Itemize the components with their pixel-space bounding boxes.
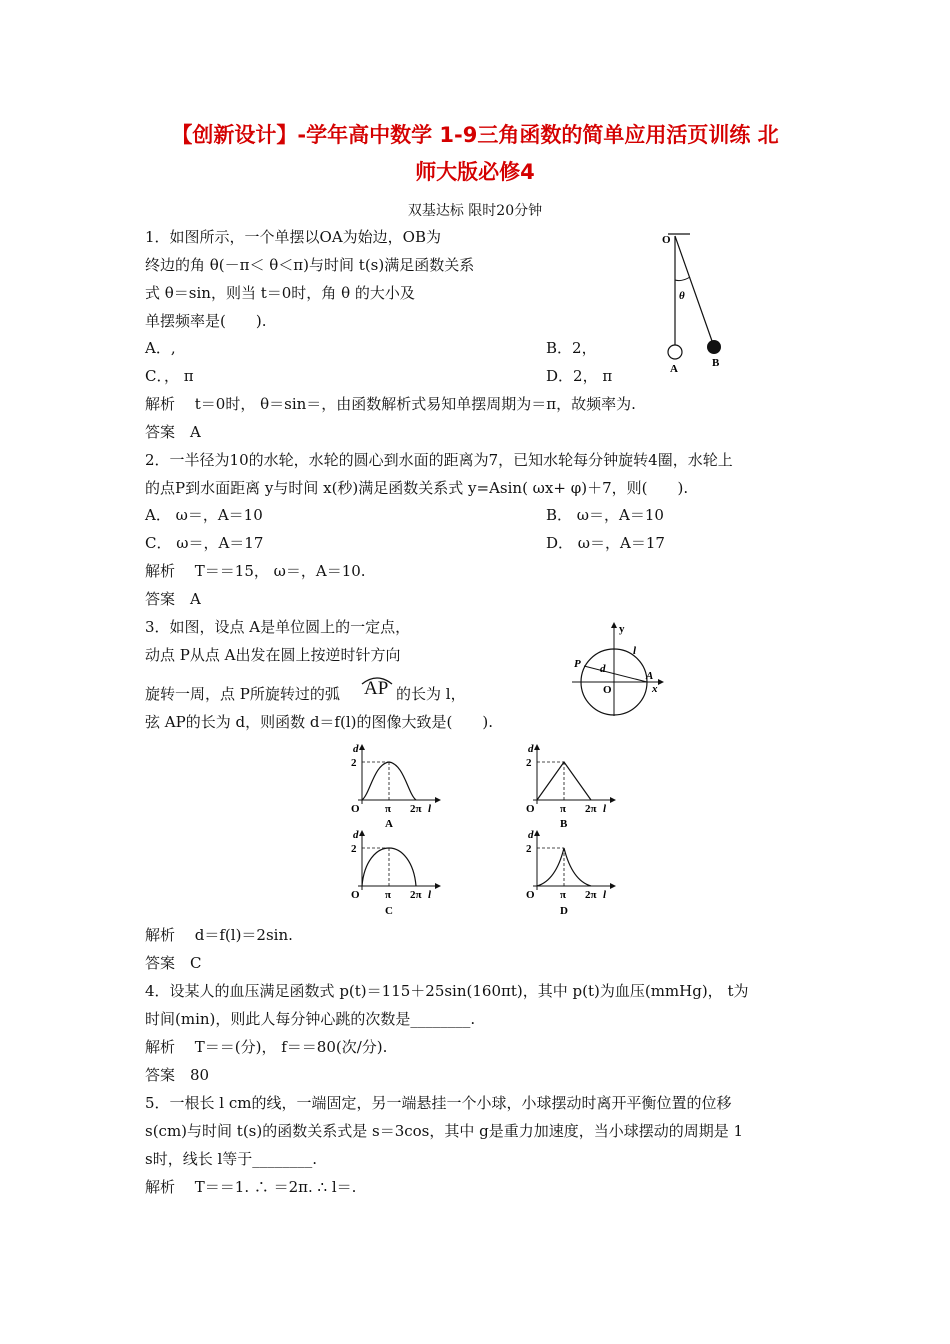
graph-b-x-arrow	[610, 797, 616, 803]
graph-b-d-label: d	[528, 743, 534, 755]
q1-answer: 答案 A	[145, 423, 201, 441]
graph-c-origin-label: O	[351, 889, 360, 901]
title-line-2: 师大版必修4	[415, 160, 535, 184]
circle-label-o: O	[603, 684, 612, 696]
q1-option-b: B．2，	[546, 339, 597, 357]
q3-line-1: 3．如图，设点 A是单位圆上的一定点，	[145, 618, 411, 636]
q4-analysis: 解析 T＝＝(分)， f＝＝80(次/分).	[145, 1038, 388, 1056]
graph-c-y-arrow	[359, 830, 365, 836]
graph-c-caption: C	[385, 905, 393, 917]
q2-option-b: B． ω＝，A＝10	[546, 506, 664, 524]
q5-analysis: 解析 T＝＝1. ∴ ＝2π. ∴ l＝.	[145, 1178, 357, 1196]
graph-a-origin-label: O	[351, 803, 360, 815]
graph-d-d-label: d	[528, 829, 534, 841]
pendulum-angle-arc	[675, 277, 690, 281]
q4-answer: 答案 80	[145, 1066, 210, 1084]
chord-ap	[584, 666, 647, 682]
q2-option-c: C． ω＝，A＝17	[145, 534, 264, 552]
q1-option-c: C．， π	[145, 367, 194, 385]
graph-b-two-label: 2	[526, 757, 532, 769]
subtitle: 双基达标 限时20分钟	[407, 203, 543, 219]
graph-d-pi-label: π	[560, 889, 567, 901]
graph-d-x-arrow	[610, 883, 616, 889]
graph-a-pi-label: π	[385, 803, 392, 815]
circle-y-arrow	[611, 622, 617, 628]
pendulum-ball-a	[668, 345, 682, 359]
circle-label-l: l	[633, 645, 637, 657]
graph-d-l-label: l	[603, 889, 607, 901]
graph-a-x-arrow	[435, 797, 441, 803]
graph-a-l-label: l	[428, 803, 432, 815]
arc-ap-label: AP	[364, 678, 389, 699]
pendulum-label-theta: θ	[679, 290, 685, 302]
graph-c-l-label: l	[428, 889, 432, 901]
q5-line-3: s时，线长 l等于________.	[145, 1150, 318, 1168]
graph-d-origin-label: O	[526, 889, 535, 901]
graph-c-two-label: 2	[351, 843, 357, 855]
graph-option-b	[515, 738, 625, 828]
q1-line-4: 单摆频率是( ).	[145, 312, 267, 330]
q1-line-2: 终边的角 θ(－π＜ θ＜π)与时间 t(s)满足函数关系	[145, 256, 475, 274]
graph-option-a	[340, 738, 450, 828]
graph-b-caption: B	[560, 818, 568, 830]
q5-line-2: s(cm)与时间 t(s)的函数关系式是 s＝3cos，其中 g是重力加速度，当小球摆动的周期是 1	[145, 1122, 744, 1140]
title-line-1: 【创新设计】-学年高中数学 1-9三角函数的简单应用活页训练 北	[171, 123, 779, 147]
graph-d-caption: D	[560, 905, 568, 917]
graph-a-y-arrow	[359, 744, 365, 750]
q3-line-4: 弦 AP的长为 d，则函数 d＝f(l)的图像大致是( ).	[145, 713, 493, 731]
graph-c-x-arrow	[435, 883, 441, 889]
q4-line-1: 4．设某人的血压满足函数式 p(t)＝115＋25sin(160πt)，其中 p(t)为血压(mmHg)， t为	[145, 982, 749, 1000]
graph-c-pi-label: π	[385, 889, 392, 901]
pendulum-line-ob	[675, 236, 712, 341]
unit-circle-figure	[570, 620, 670, 720]
graph-c-2pi-label: 2π	[410, 889, 422, 901]
pendulum-ball-b	[707, 340, 721, 354]
pendulum-figure	[660, 230, 730, 375]
q2-option-d: D． ω＝，A＝17	[546, 534, 665, 552]
graph-a-d-label: d	[353, 743, 359, 755]
q3-answer: 答案 C	[145, 954, 202, 972]
circle-label-a: A	[646, 670, 654, 682]
circle-x-arrow	[658, 679, 664, 685]
q2-option-a: A． ω＝，A＝10	[145, 506, 263, 524]
q3-analysis: 解析 d＝f(l)＝2sin.	[145, 926, 293, 944]
q5-line-1: 5．一根长 l cm的线，一端固定，另一端悬挂一个小球，小球摆动时离开平衡位置的位移	[145, 1094, 732, 1112]
circle-label-p: P	[574, 658, 581, 670]
graph-b-origin-label: O	[526, 803, 535, 815]
q3-line-3: 旋转一周，点 P所旋转过的弧	[145, 685, 340, 703]
q4-line-2: 时间(min)，则此人每分钟心跳的次数是________.	[145, 1010, 476, 1028]
q1-line-1: 1．如图所示，一个单摆以OA为始边，OB为	[145, 228, 441, 246]
q1-option-d: D．2， π	[546, 367, 613, 385]
q2-line-2: 的点P到水面距离 y与时间 x(秒)满足函数关系式 y=Asin( ωx+ φ)＋7，则( ).	[145, 479, 689, 497]
graph-b-l-label: l	[603, 803, 607, 815]
q2-analysis: 解析 T＝＝15， ω＝，A＝10.	[145, 562, 366, 580]
graph-a-caption: A	[385, 818, 393, 830]
q1-line-3: 式 θ＝sin，则当 t＝0时，角 θ 的大小及	[145, 284, 415, 302]
q2-answer: 答案 A	[145, 590, 201, 608]
graph-b-2pi-label: 2π	[585, 803, 597, 815]
graph-option-c	[340, 824, 450, 916]
graph-b-pi-label: π	[560, 803, 567, 815]
circle-label-d: d	[600, 663, 606, 675]
graph-d-y-arrow	[534, 830, 540, 836]
q1-analysis: 解析 t＝0时， θ＝sin＝，由函数解析式易知单摆周期为＝π，故频率为.	[145, 395, 636, 413]
graph-a-two-label: 2	[351, 757, 357, 769]
circle-label-x: x	[652, 683, 658, 695]
circle-label-y: y	[619, 623, 625, 635]
pendulum-label-b: B	[712, 357, 720, 369]
q3-line-3b: 的长为 l，	[396, 685, 466, 703]
graph-option-d	[515, 824, 625, 916]
q1-option-a: A．,	[145, 339, 176, 357]
pendulum-label-a: A	[670, 363, 678, 375]
pendulum-label-o: O	[662, 234, 671, 246]
graph-d-2pi-label: 2π	[585, 889, 597, 901]
graph-b-y-arrow	[534, 744, 540, 750]
q3-line-2: 动点 P从点 A出发在圆上按逆时针方向	[145, 646, 401, 664]
graph-c-d-label: d	[353, 829, 359, 841]
graph-a-2pi-label: 2π	[410, 803, 422, 815]
graph-d-two-label: 2	[526, 843, 532, 855]
q2-line-1: 2．一半径为10的水轮，水轮的圆心到水面的距离为7，已知水轮每分钟旋转4圈，水轮上	[145, 451, 733, 469]
